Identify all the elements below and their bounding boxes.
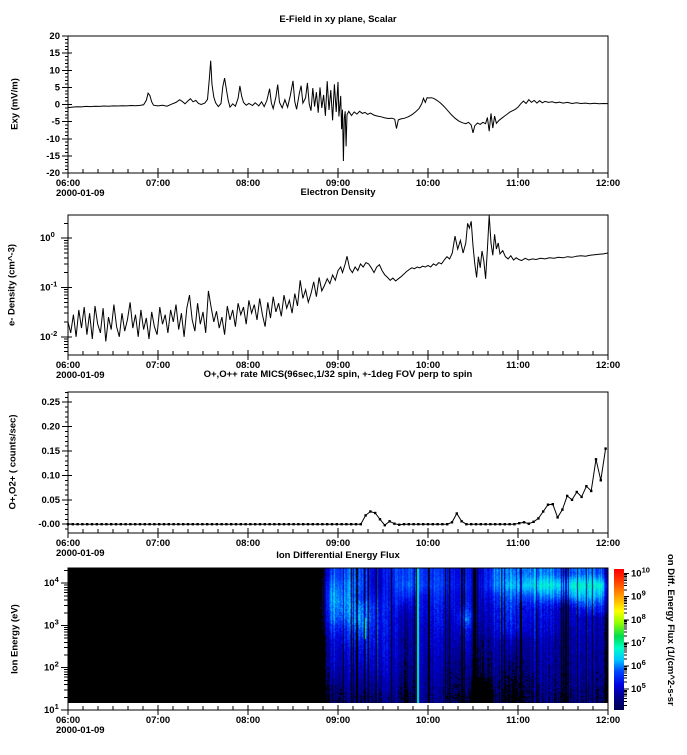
svg-text:104: $10^4$	[44, 575, 59, 590]
panel-axes-1	[40, 215, 620, 371]
svg-text:106: $10^6$	[631, 658, 646, 673]
colorbar-canvas	[614, 569, 624, 710]
svg-text:10-1: $10^{-1}$	[40, 279, 58, 294]
svg-text:-0.00: -0.00	[38, 519, 60, 531]
svg-text:20: 20	[49, 31, 60, 42]
svg-text:08:00: 08:00	[235, 360, 261, 371]
date-label-4: 2000-01-09	[56, 725, 105, 736]
svg-text:09:00: 09:00	[325, 538, 351, 549]
edensity-title: Electron Density	[300, 187, 376, 198]
ionflux-title: Ion Differential Energy Flux	[276, 550, 400, 561]
colorbar-label: on Diff. Energy Flux (1/(cm^2-s-sr	[665, 554, 676, 706]
mics-ylabel: O+,O2+ ( counts/sec)	[7, 414, 19, 510]
svg-text:12:00: 12:00	[595, 715, 621, 726]
svg-text:11:00: 11:00	[506, 178, 530, 189]
svg-text:10:00: 10:00	[415, 715, 441, 726]
date-label-1: 2000-01-09	[56, 188, 105, 199]
svg-text:107: $10^7$	[631, 634, 646, 649]
svg-text:08:00: 08:00	[235, 178, 261, 189]
svg-text:09:00: 09:00	[325, 360, 351, 371]
mics-title: O+,O++ rate MICS(96sec,1/32 spin, +-1deg FOV perp to spin	[203, 369, 473, 380]
edensity-ylabel: e- Density (cm^-3)	[6, 243, 18, 327]
svg-text:07:00: 07:00	[145, 178, 171, 189]
svg-text:-15: -15	[46, 150, 60, 162]
series-line-0	[68, 61, 608, 161]
svg-text:12:00: 12:00	[595, 178, 621, 189]
series-markers-2	[67, 447, 607, 526]
svg-text:101: $10^1$	[44, 702, 59, 716]
svg-text:10:00: 10:00	[415, 360, 441, 371]
series-line-2	[68, 449, 606, 526]
svg-text:07:00: 07:00	[145, 715, 171, 726]
svg-text:0: 0	[54, 99, 60, 111]
svg-text:06:00: 06:00	[55, 360, 81, 371]
svg-text:0.05: 0.05	[41, 494, 60, 506]
svg-text:10-2: $10^{-2}$	[40, 328, 58, 343]
panel-axes-0	[46, 31, 620, 189]
svg-text:12:00: 12:00	[595, 360, 621, 371]
svg-text:10:00: 10:00	[415, 538, 441, 549]
svg-text:0.15: 0.15	[41, 446, 60, 458]
svg-text:0.20: 0.20	[41, 421, 60, 433]
svg-text:105: $10^5$	[631, 681, 646, 696]
svg-text:100: $10^0$	[40, 230, 55, 245]
efield-title: E-Field in xy plane, Scalar	[279, 14, 397, 25]
svg-text:06:00: 06:00	[55, 538, 81, 549]
date-label-3: 2000-01-09	[56, 548, 105, 559]
svg-text:0.10: 0.10	[41, 470, 60, 482]
panel-axes-2	[38, 392, 620, 549]
svg-text:0.25: 0.25	[41, 397, 60, 409]
svg-text:102: $10^2$	[44, 659, 59, 674]
colorbar-axis	[624, 566, 650, 706]
ionflux-ylabel: Ion Energy (eV)	[9, 604, 21, 674]
svg-text:09:00: 09:00	[325, 178, 351, 189]
svg-text:15: 15	[49, 48, 60, 60]
svg-text:10: 10	[49, 65, 60, 77]
svg-text:-10: -10	[46, 133, 60, 145]
svg-text:09:00: 09:00	[325, 715, 351, 726]
svg-text:11:00: 11:00	[506, 538, 530, 549]
svg-text:12:00: 12:00	[595, 538, 621, 549]
svg-text:-20: -20	[46, 168, 60, 179]
svg-text:08:00: 08:00	[235, 715, 261, 726]
svg-text:11:00: 11:00	[506, 715, 530, 726]
svg-text:06:00: 06:00	[55, 178, 81, 189]
svg-text:08:00: 08:00	[235, 538, 261, 549]
svg-text:10:00: 10:00	[415, 178, 441, 189]
series-line-1	[68, 215, 608, 341]
svg-text:-5: -5	[51, 116, 60, 128]
svg-text:07:00: 07:00	[145, 538, 171, 549]
date-label-2: 2000-01-09	[56, 370, 105, 381]
svg-text:5: 5	[54, 82, 60, 94]
efield-ylabel: Exy (mV/m)	[9, 78, 21, 130]
svg-text:108: $10^8$	[631, 611, 646, 626]
svg-text:103: $10^3$	[44, 617, 59, 632]
svg-text:1010: $10^{10}$	[631, 565, 650, 580]
svg-text:109: $10^9$	[631, 588, 646, 603]
svg-text:11:00: 11:00	[506, 360, 530, 371]
svg-text:06:00: 06:00	[55, 715, 81, 726]
spectrogram-canvas	[68, 568, 608, 703]
svg-text:07:00: 07:00	[145, 360, 171, 371]
